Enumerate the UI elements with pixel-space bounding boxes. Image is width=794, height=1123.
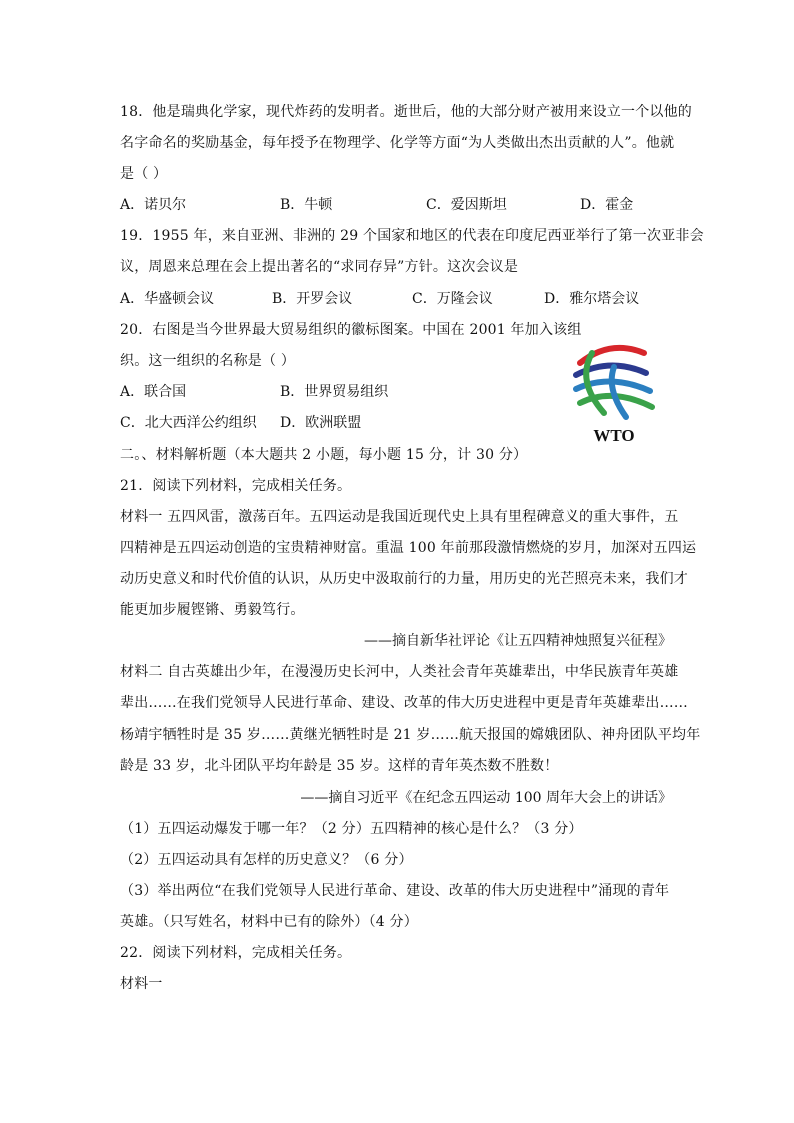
wto-logo-text: WTO: [593, 426, 635, 445]
q21-material-2-line-1: 材料二 自古英雄出少年，在漫漫历史长河中，人类社会青年英雄辈出，中华民族青年英雄: [120, 664, 679, 680]
q21-material-1-line-1: 材料一 五四风雷，激荡百年。五四运动是我国近现代史上具有里程碑意义的重大事件，五: [120, 509, 679, 525]
q21-task-2: （2）五四运动具有怎样的历史意义？（6 分）: [120, 852, 413, 868]
q19-line-2: 议，周恩来总理在会上提出著名的“求同存异”方针。这次会议是: [120, 259, 519, 275]
q21-task-1: （1）五四运动爆发于哪一年？（2 分）五四精神的核心是什么？（3 分）: [120, 821, 583, 837]
q20-option-a: A．联合国: [120, 384, 187, 400]
q19-line-1: 19．1955 年，来自亚洲、非洲的 29 个国家和地区的代表在印度尼西亚举行了第一次亚非会: [120, 228, 704, 244]
q18-line-1: 18．他是瑞典化学家，现代炸药的发明者。逝世后，他的大部分财产被用来设立一个以他的: [120, 104, 693, 120]
section-2-heading: 二。、材料解析题（本大题共 2 小题，每小题 15 分，计 30 分）: [120, 447, 528, 463]
q21-task-3-line-1: （3）举出两位“在我们党领导人民进行革命、建设、改革的伟大历史进程中”涌现的青年: [120, 883, 670, 899]
q21-intro: 21．阅读下列材料，完成相关任务。: [120, 478, 352, 494]
q19-option-b: B．开罗会议: [272, 291, 353, 307]
q21-material-2-line-3: 杨靖宇牺牲时是 35 岁……黄继光牺牲时是 21 岁……航天报国的嫦娥团队、神舟团队平均年: [120, 727, 701, 743]
q21-material-1-line-4: 能更加步履铿锵、勇毅笃行。: [120, 602, 305, 618]
q18-line-3: 是（ ）: [120, 166, 168, 182]
q18-option-b: B．牛顿: [280, 197, 333, 213]
q19-option-a: A．华盛顿会议: [120, 291, 215, 307]
q21-material-1-source: ——摘自新华社评论《让五四精神烛照复兴征程》: [364, 633, 672, 649]
q22-intro: 22．阅读下列材料，完成相关任务。: [120, 945, 352, 961]
q18-option-d: D．霍金: [580, 197, 634, 213]
q21-material-2-source: ——摘自习近平《在纪念五四运动 100 周年大会上的讲话》: [300, 790, 672, 806]
q21-material-1-line-3: 动历史意义和时代价值的认识，从历史中汲取前行的力量，用历史的光芒照亮未来，我们才: [120, 571, 688, 587]
q21-material-1-line-2: 四精神是五四运动创造的宝贵精神财富。重温 100 年前那段激情燃烧的岁月，加深对五四运: [120, 540, 697, 556]
q18-option-a: A．诺贝尔: [120, 197, 187, 213]
q21-material-2-line-4: 龄是 33 岁，北斗团队平均年龄是 35 岁。这样的青年英杰数不胜数！: [120, 758, 559, 774]
wto-logo-icon: [566, 333, 662, 445]
q20-line-1: 20．右图是当今世界最大贸易组织的徽标图案。中国在 2001 年加入该组: [120, 322, 582, 338]
q19-option-d: D．雅尔塔会议: [544, 291, 640, 307]
q20-option-b: B．世界贸易组织: [280, 384, 389, 400]
q20-option-c: C．北大西洋公约组织: [120, 415, 257, 431]
q21-task-3-line-2: 英雄。（只写姓名，材料中已有的除外）（4 分）: [120, 914, 418, 930]
q20-option-d: D．欧洲联盟: [280, 415, 362, 431]
q22-material-1-label: 材料一: [120, 976, 163, 992]
q20-line-2: 织。这一组织的名称是（ ）: [120, 353, 296, 369]
wto-logo: [566, 333, 662, 445]
q18-option-c: C．爱因斯坦: [426, 197, 507, 213]
q18-line-2: 名字命名的奖励基金，每年授予在物理学、化学等方面“为人类做出杰出贡献的人”。他就: [120, 135, 675, 151]
q21-material-2-line-2: 辈出……在我们党领导人民进行革命、建设、改革的伟大历史进程中更是青年英雄辈出……: [120, 695, 688, 711]
q19-option-c: C．万隆会议: [412, 291, 493, 307]
